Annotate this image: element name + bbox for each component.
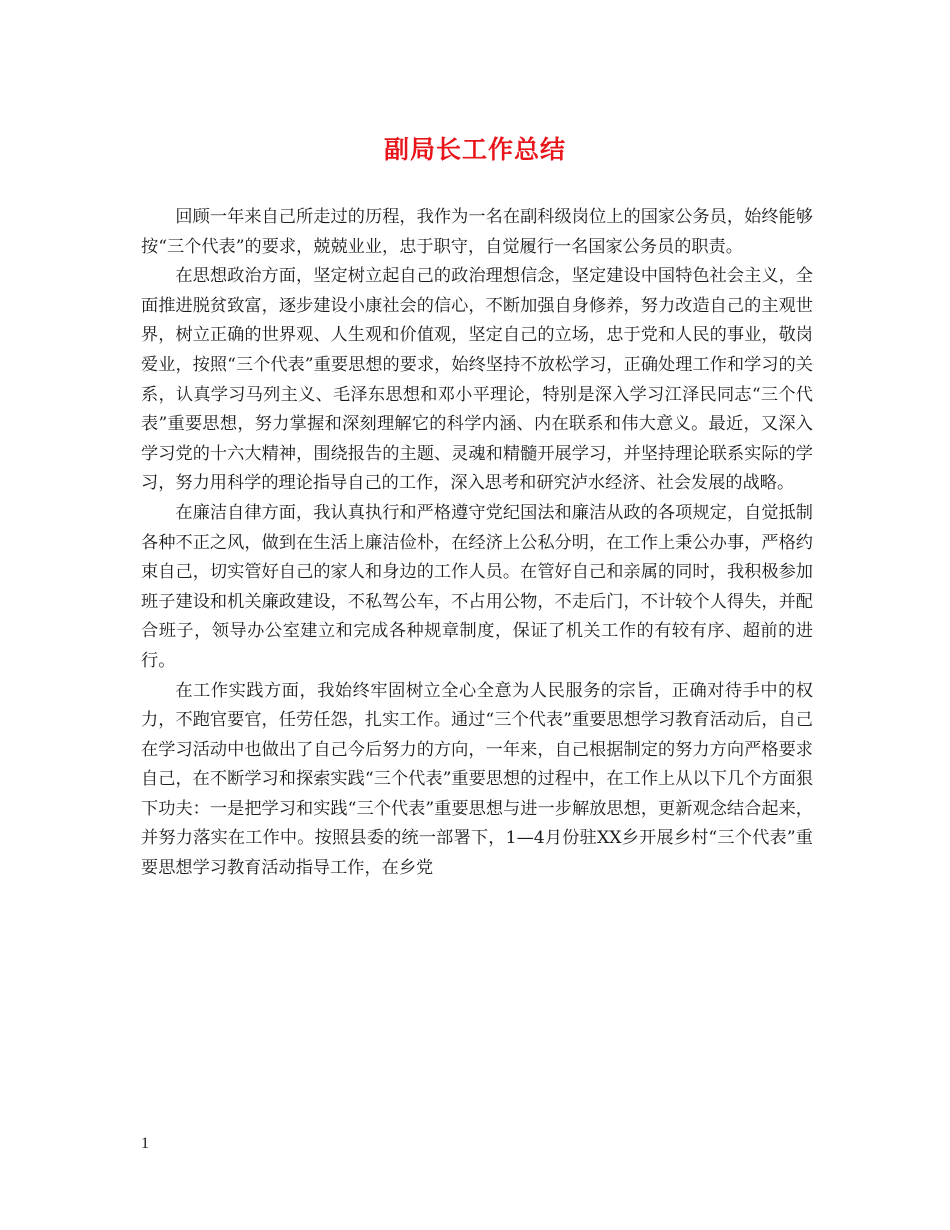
paragraph-integrity: 在廉洁自律方面，我认真执行和严格遵守党纪国法和廉洁从政的各项规定，自觉抵制各种不正之风，做到在生活上廉洁俭朴，在经济上公私分明，在工作上秉公办事，严格约束自己，切实管好自己的家人和身边的工作人员。在管好自己和亲属的同时，我积极参加班子建设和机关廉政建设，不私驾公车，不占用公物，不走后门，不计较个人得失，并配合班子，领导办公室建立和完成各种规章制度，保证了机关工作的有较有序、超前的进行。: [141, 502, 813, 671]
paragraph-intro: 回顾一年来自己所走过的历程，我作为一名在副科级岗位上的国家公务员，始终能够按“三个代表”的要求，兢兢业业，忠于职守，自觉履行一名国家公务员的职责。: [141, 207, 813, 257]
paragraph-political-thought: 在思想政治方面，坚定树立起自己的政治理想信念，坚定建设中国特色社会主义，全面推进脱贫致富，逐步建设小康社会的信心，不断加强自身修养，努力改造自己的主观世界，树立正确的世界观、人生观和价值观，坚定自己的立场，忠于党和人民的事业，敬岗爱业，按照“三个代表”重要思想的要求，始终坚持不放松学习，正确处理工作和学习的关系，认真学习马列主义、毛泽东思想和邓小平理论，特别是深入学习江泽民同志“三个代表”重要思想，努力掌握和深刻理解它的科学内涵、内在联系和伟大意义。最近，又深入学习党的十六大精神，围绕报告的主题、灵魂和精髓开展学习，并坚持理论联系实际的学习，努力用科学的理论指导自己的工作，深入思考和研究泸水经济、社会发展的战略。: [141, 266, 813, 494]
paragraph-work-practice: 在工作实践方面，我始终牢固树立全心全意为人民服务的宗旨，正确对待手中的权力，不跑官要官，任劳任怨，扎实工作。通过“三个代表”重要思想学习教育活动后，自己在学习活动中也做出了自己今后努力的方向，一年来，自己根据制定的努力方向严格要求自己，在不断学习和探索实践“三个代表”重要思想的过程中，在工作上从以下几个方面狠下功夫：一是把学习和实践“三个代表”重要思想与进一步解放思想，更新观念结合起来，并努力落实在工作中。按照县委的统一部署下，1—4月份驻XX乡开展乡村“三个代表”重要思想学习教育活动指导工作，在乡党: [141, 680, 813, 879]
document-title: 副局长工作总结: [383, 135, 566, 164]
page-number: 1: [141, 1135, 149, 1152]
document-body: [141, 203, 813, 884]
